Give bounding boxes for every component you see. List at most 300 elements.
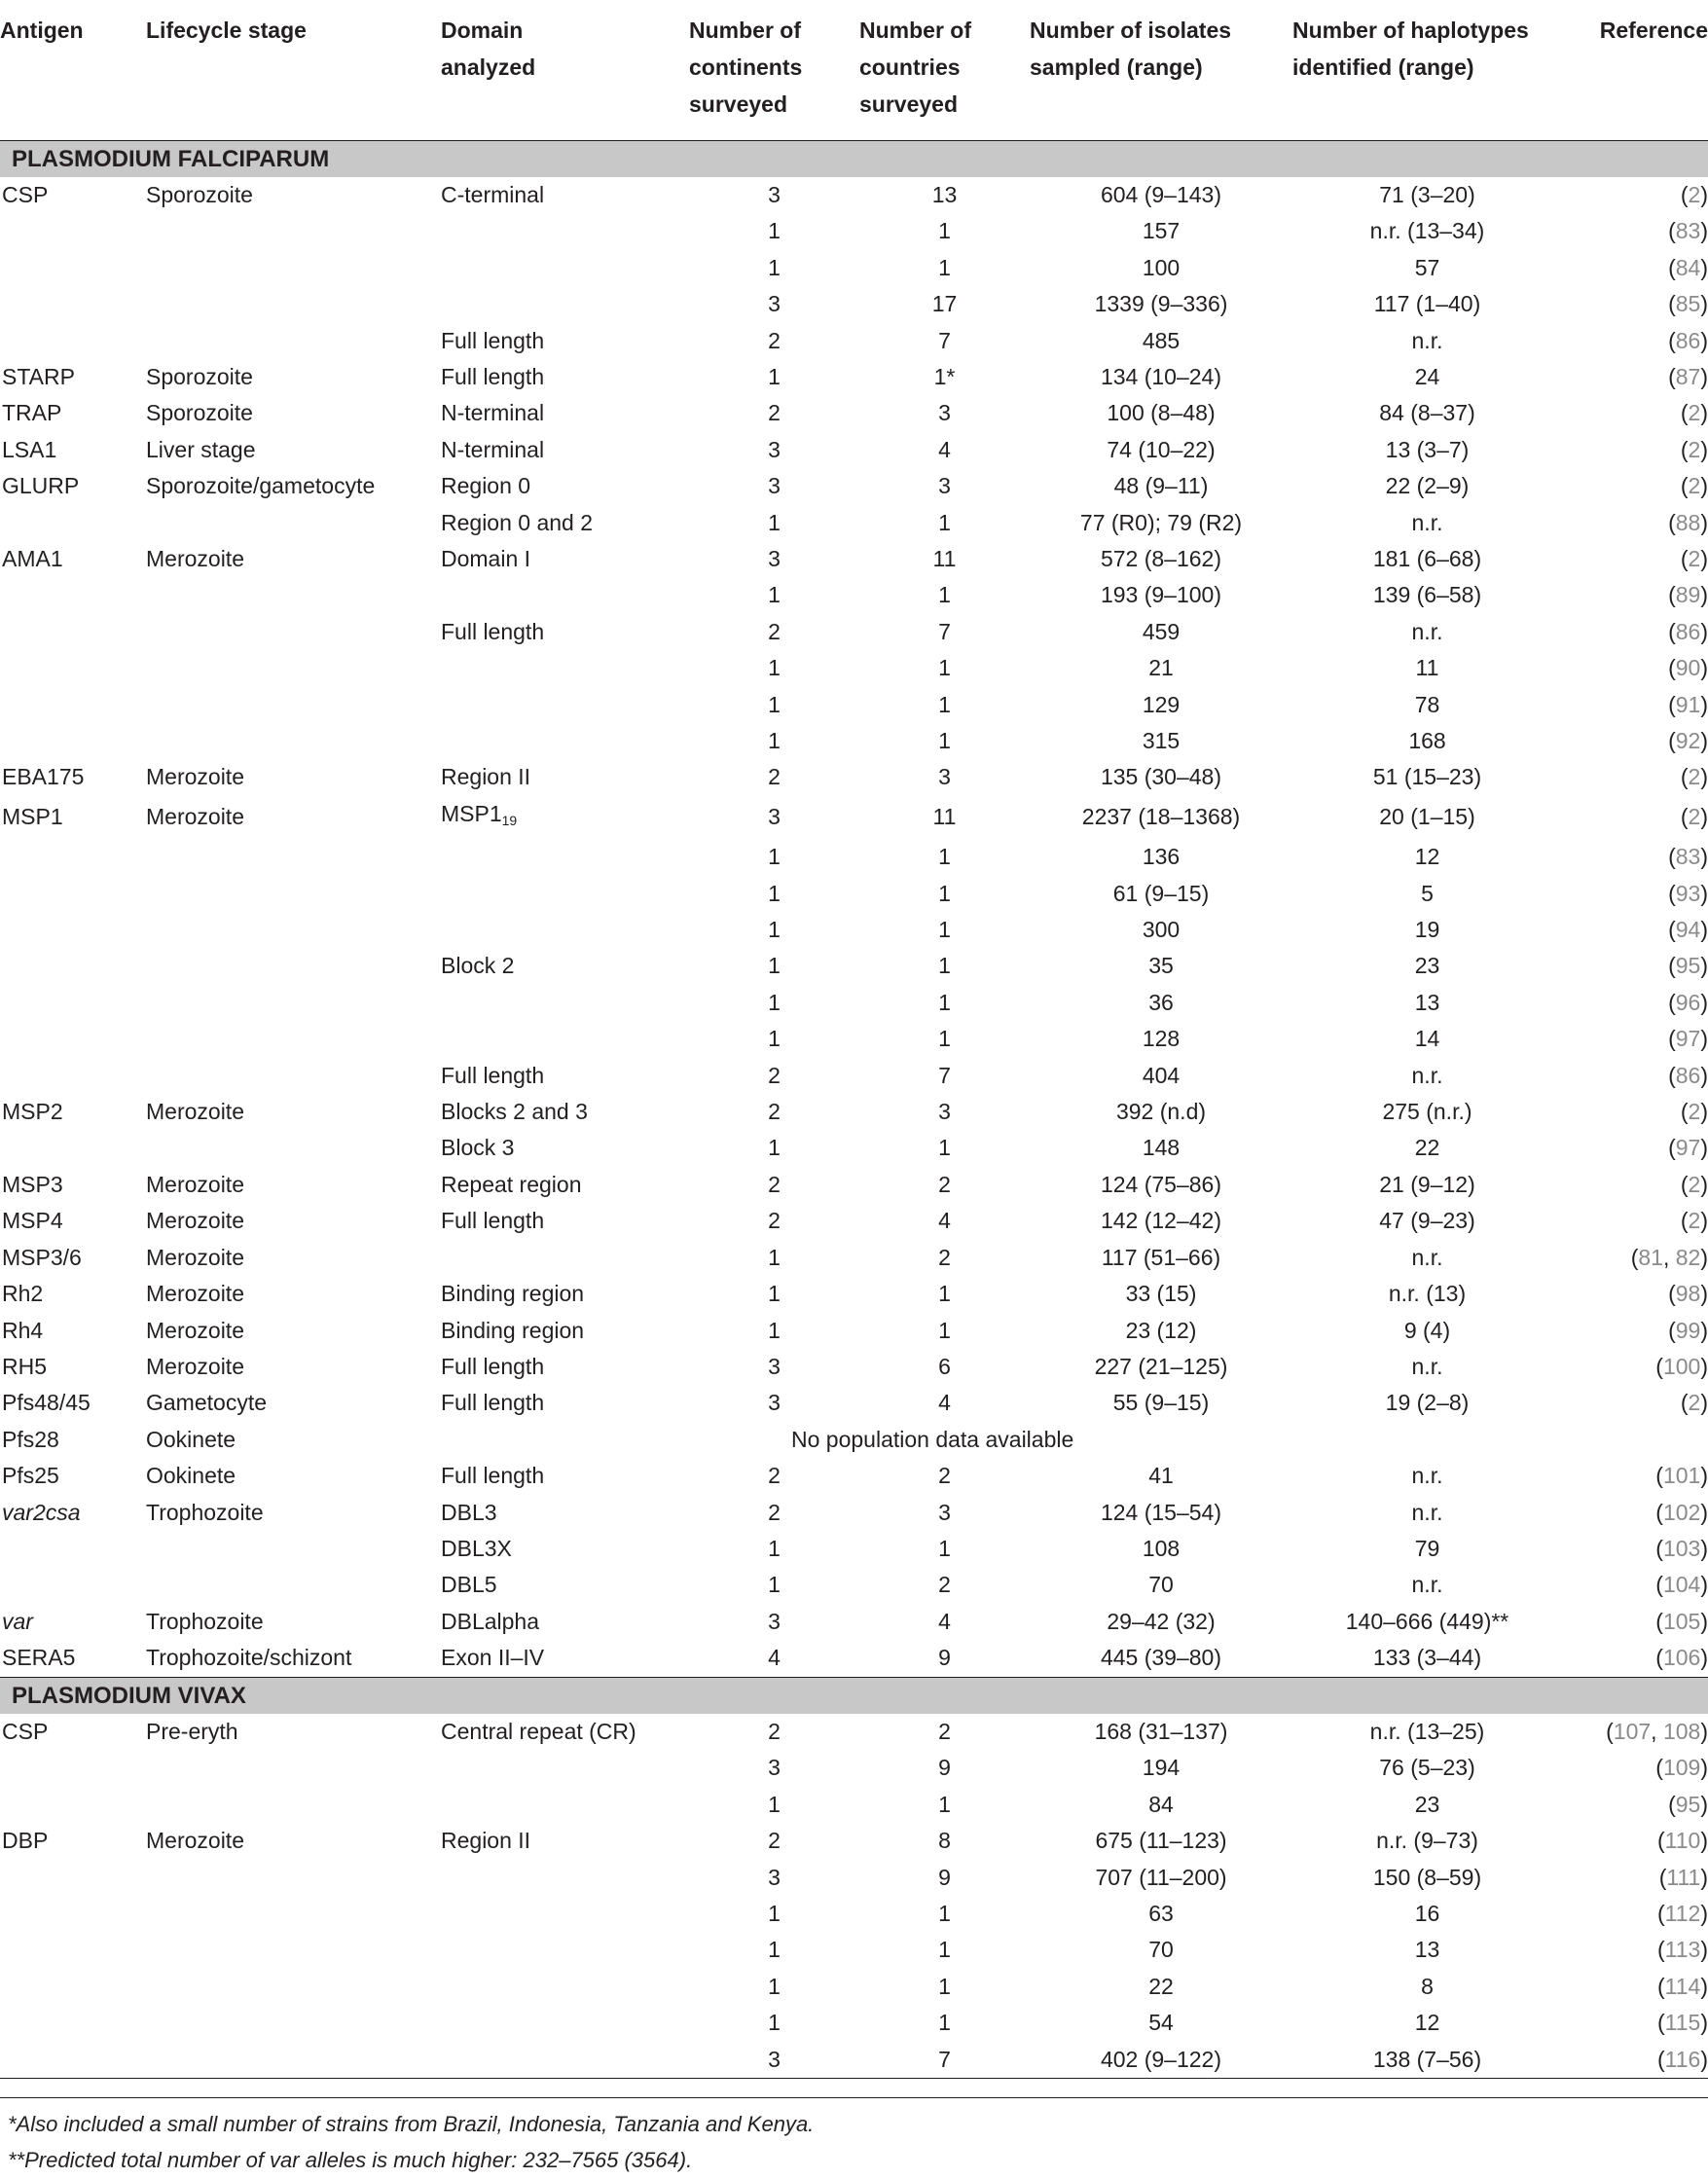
cell-countries: 9 xyxy=(938,1755,951,1781)
cell-reference xyxy=(1562,432,1708,468)
cell-reference xyxy=(1562,948,1708,984)
reference-link[interactable]: 97 xyxy=(1675,1135,1701,1161)
table-header xyxy=(0,0,1708,140)
reference-link[interactable]: 2 xyxy=(1688,764,1701,790)
table-row xyxy=(0,1094,1708,1130)
reference-link[interactable]: 2 xyxy=(1688,1208,1701,1234)
paren-open: ( xyxy=(1668,953,1676,979)
cell-isolates: 77 (R0); 79 (R2) xyxy=(1079,509,1243,535)
cell-domain: DBL5 xyxy=(441,1572,497,1598)
cell-reference xyxy=(1562,1276,1708,1312)
cell-isolates: 2237 (18–1368) xyxy=(1081,804,1241,830)
cell-continents: 1 xyxy=(768,953,781,979)
paren-open: ( xyxy=(1655,1572,1663,1598)
cell-countries: 2 xyxy=(938,1171,951,1197)
cell-continents: 1 xyxy=(768,218,781,244)
header-line: Number of haplotypes xyxy=(1292,18,1529,43)
reference-link[interactable]: 2 xyxy=(1688,1390,1701,1416)
cell-isolates: 392 (n.d) xyxy=(1115,1099,1207,1125)
paren-close: ) xyxy=(1700,1572,1708,1598)
cell-lifecycle-stage: Merozoite xyxy=(146,1171,244,1197)
table-row xyxy=(0,359,1708,395)
cell-countries: 4 xyxy=(938,1390,951,1416)
section-title: PLASMODIUM FALCIPARUM xyxy=(0,140,1708,177)
cell-haplotypes: 79 xyxy=(1414,1535,1440,1561)
cell-continents: 1 xyxy=(768,1026,781,1052)
cell-continents: 3 xyxy=(768,2046,781,2072)
paren-open: ( xyxy=(1668,1135,1676,1161)
reference-link[interactable]: 105 xyxy=(1662,1608,1701,1634)
table-row xyxy=(0,541,1708,577)
paren-open: ( xyxy=(1655,1499,1663,1525)
cell-lifecycle-stage xyxy=(146,839,441,875)
reference-link[interactable]: 90 xyxy=(1675,655,1701,681)
cell-antigen xyxy=(0,1021,146,1057)
header-line: Number of xyxy=(859,18,971,43)
cell-countries: 11 xyxy=(932,804,957,830)
cell-domain: Domain I xyxy=(441,545,531,571)
paren-open: ( xyxy=(1680,764,1689,790)
cell-haplotypes: n.r. xyxy=(1411,1463,1443,1489)
cell-countries: 1 xyxy=(938,880,951,906)
cell-haplotypes: n.r. (13–34) xyxy=(1369,218,1485,244)
cell-lifecycle-stage xyxy=(146,505,441,541)
table-row xyxy=(0,614,1708,650)
cell-isolates: 23 (12) xyxy=(1125,1317,1197,1343)
cell-domain xyxy=(441,687,689,723)
cell-lifecycle-stage xyxy=(146,213,441,249)
header-domain-analyzed xyxy=(441,0,689,140)
cell-isolates: 54 xyxy=(1148,2010,1174,2036)
reference-link[interactable]: 95 xyxy=(1675,953,1701,979)
reference-link[interactable]: 83 xyxy=(1675,218,1701,244)
cell-lifecycle-stage: Merozoite xyxy=(146,1099,244,1125)
paren-open: ( xyxy=(1680,1099,1689,1125)
table-row xyxy=(0,1750,1708,1786)
header-haplotypes xyxy=(1292,0,1562,140)
cell-countries: 1 xyxy=(938,582,951,608)
cell-lifecycle-stage xyxy=(146,1750,441,1786)
reference-link[interactable]: 86 xyxy=(1675,327,1701,353)
paren-close: ) xyxy=(1700,254,1708,280)
cell-lifecycle-stage xyxy=(146,2005,441,2041)
cell-reference xyxy=(1562,250,1708,286)
cell-isolates: 459 xyxy=(1142,618,1181,644)
paren-open: ( xyxy=(1655,1463,1663,1489)
table-row xyxy=(0,1823,1708,1859)
paren-open: ( xyxy=(1668,691,1676,717)
cell-domain xyxy=(441,1969,689,2005)
paren-open: ( xyxy=(1668,989,1676,1015)
cell-countries: 1 xyxy=(938,218,951,244)
reference-link[interactable]: 100 xyxy=(1662,1353,1701,1379)
cell-antigen xyxy=(0,650,146,686)
cell-lifecycle-stage xyxy=(146,614,441,650)
cell-antigen xyxy=(0,839,146,875)
cell-continents: 2 xyxy=(768,618,781,644)
cell-countries: 1 xyxy=(938,2010,951,2036)
cell-lifecycle-stage: Merozoite xyxy=(146,545,244,571)
paren-close: ) xyxy=(1700,436,1708,462)
cell-domain xyxy=(441,1750,689,1786)
cell-domain: Blocks 2 and 3 xyxy=(441,1099,588,1125)
cell-lifecycle-stage xyxy=(146,1567,441,1603)
cell-domain: Full length xyxy=(441,1062,545,1088)
table-row xyxy=(0,1567,1708,1603)
cell-isolates: 315 xyxy=(1142,728,1181,753)
cell-continents: 2 xyxy=(768,1718,781,1744)
reference-link[interactable]: 109 xyxy=(1662,1755,1701,1781)
cell-lifecycle-stage: Sporozoite/gametocyte xyxy=(146,473,376,499)
paren-open: ( xyxy=(1658,1864,1667,1890)
cell-haplotypes: 19 xyxy=(1414,917,1440,943)
cell-domain: Exon II–IV xyxy=(441,1645,545,1671)
cell-domain xyxy=(441,1787,689,1823)
paren-close: ) xyxy=(1700,218,1708,244)
header-line: analyzed xyxy=(441,54,536,80)
cell-reference xyxy=(1562,985,1708,1021)
cell-continents: 1 xyxy=(768,509,781,535)
footer-rule xyxy=(0,2097,1708,2098)
cell-isolates: 29–42 (32) xyxy=(1107,1608,1216,1634)
cell-continents: 1 xyxy=(768,1244,781,1270)
reference-link[interactable]: 114 xyxy=(1664,1973,1701,1999)
cell-isolates: 48 (9–11) xyxy=(1113,473,1209,499)
cell-antigen xyxy=(0,213,146,249)
cell-haplotypes: 139 (6–58) xyxy=(1372,582,1482,608)
cell-haplotypes: 13 (3–7) xyxy=(1385,436,1470,462)
cell-lifecycle-stage: Sporozoite xyxy=(146,363,253,389)
paren-open: ( xyxy=(1668,618,1676,644)
reference-link[interactable]: 2 xyxy=(1688,181,1701,207)
reference-link[interactable]: 83 xyxy=(1675,844,1701,870)
cell-continents: 2 xyxy=(768,1099,781,1125)
cell-countries: 7 xyxy=(938,1062,951,1088)
cell-continents: 3 xyxy=(768,1390,781,1416)
cell-lifecycle-stage: Merozoite xyxy=(146,1353,244,1379)
paren-open: ( xyxy=(1655,1608,1663,1634)
cell-isolates: 129 xyxy=(1142,691,1181,717)
paren-open: ( xyxy=(1655,1353,1663,1379)
cell-continents: 1 xyxy=(768,655,781,681)
header-line: Number of xyxy=(689,18,801,43)
reference-link[interactable]: 94 xyxy=(1675,917,1701,943)
cell-haplotypes: 150 (8–59) xyxy=(1372,1864,1482,1890)
cell-isolates: 63 xyxy=(1148,1901,1174,1926)
paren-close: ) xyxy=(1700,764,1708,790)
cell-haplotypes: 138 (7–56) xyxy=(1372,2046,1482,2072)
reference-link[interactable]: 2 xyxy=(1688,545,1701,571)
cell-antigen xyxy=(0,1058,146,1094)
cell-isolates: 128 xyxy=(1142,1026,1181,1052)
cell-domain xyxy=(441,2005,689,2041)
cell-reference xyxy=(1562,1349,1708,1385)
reference-link[interactable]: 95 xyxy=(1675,1791,1701,1817)
cell-reference xyxy=(1562,1495,1708,1531)
reference-link[interactable]: 86 xyxy=(1675,1062,1701,1088)
table-row xyxy=(0,1167,1708,1203)
cell-domain: Full length xyxy=(441,1390,545,1416)
cell-domain: Central repeat (CR) xyxy=(441,1718,636,1744)
cell-domain xyxy=(441,577,689,613)
paren-close: ) xyxy=(1700,691,1708,717)
cell-countries: 3 xyxy=(938,764,951,790)
paren-open: ( xyxy=(1680,804,1689,830)
cell-haplotypes: 57 xyxy=(1414,254,1440,280)
reference-link[interactable]: 2 xyxy=(1688,1099,1701,1125)
paren-close: ) xyxy=(1700,1062,1708,1088)
cell-countries: 4 xyxy=(938,436,951,462)
paren-open: ( xyxy=(1668,728,1676,753)
paren-close: ) xyxy=(1700,1499,1708,1525)
cell-haplotypes: 8 xyxy=(1421,1973,1434,1999)
paren-close: ) xyxy=(1700,545,1708,571)
paren-open: ( xyxy=(1655,1645,1663,1671)
cell-antigen: RH5 xyxy=(2,1353,48,1379)
paren-open: ( xyxy=(1680,1208,1689,1234)
cell-countries: 1 xyxy=(938,1937,951,1963)
reference-link[interactable]: 106 xyxy=(1662,1645,1701,1671)
reference-link[interactable]: 112 xyxy=(1664,1901,1701,1926)
cell-continents: 1 xyxy=(768,880,781,906)
cell-lifecycle-stage xyxy=(146,912,441,948)
reference-link[interactable]: 86 xyxy=(1675,618,1701,644)
cell-domain: C-terminal xyxy=(441,181,545,207)
reference-link[interactable]: 115 xyxy=(1664,2010,1701,2036)
header-antigen xyxy=(0,0,146,140)
reference-link[interactable]: 2 xyxy=(1688,436,1701,462)
cell-antigen: AMA1 xyxy=(2,545,63,571)
reference-link[interactable]: 87 xyxy=(1675,363,1701,389)
reference-link[interactable]: 91 xyxy=(1675,691,1701,717)
reference-link[interactable]: 102 xyxy=(1662,1499,1701,1525)
cell-antigen xyxy=(0,1860,146,1896)
cell-domain xyxy=(441,723,689,759)
cell-reference xyxy=(1562,1823,1708,1859)
reference-link[interactable]: 2 xyxy=(1688,473,1701,499)
cell-countries: 1 xyxy=(938,1791,951,1817)
paren-open: ( xyxy=(1668,1281,1676,1307)
cell-antigen xyxy=(0,1787,146,1823)
cell-isolates: 572 (8–162) xyxy=(1100,545,1222,571)
reference-link[interactable]: 92 xyxy=(1675,728,1701,753)
reference-link[interactable]: 81 xyxy=(1638,1244,1663,1270)
cell-isolates: 100 xyxy=(1142,254,1181,280)
reference-link[interactable]: 2 xyxy=(1688,1171,1701,1197)
cell-antigen xyxy=(0,577,146,613)
reference-link[interactable]: 84 xyxy=(1675,254,1701,280)
ref-separator: , xyxy=(1651,1718,1663,1744)
reference-link[interactable]: 101 xyxy=(1662,1463,1701,1489)
cell-continents: 1 xyxy=(768,1572,781,1598)
reference-link[interactable]: 99 xyxy=(1675,1317,1701,1343)
cell-isolates: 157 xyxy=(1142,218,1181,244)
reference-link[interactable]: 108 xyxy=(1662,1718,1701,1744)
cell-haplotypes: 5 xyxy=(1421,880,1434,906)
paren-close: ) xyxy=(1700,363,1708,389)
cell-lifecycle-stage: Merozoite xyxy=(146,1244,244,1270)
table-row xyxy=(0,1714,1708,1750)
cell-countries: 7 xyxy=(938,2046,951,2072)
paren-close: ) xyxy=(1700,1828,1708,1854)
header-line: countries xyxy=(859,54,961,80)
cell-isolates: 227 (21–125) xyxy=(1094,1353,1228,1379)
paren-close: ) xyxy=(1700,2046,1708,2072)
cell-isolates: 1339 (9–336) xyxy=(1094,291,1228,317)
reference-link[interactable]: 107 xyxy=(1613,1718,1652,1744)
cell-continents: 2 xyxy=(768,1828,781,1854)
table-row xyxy=(0,876,1708,912)
paren-open: ( xyxy=(1668,1791,1676,1817)
table-body xyxy=(0,140,1708,2079)
paren-open: ( xyxy=(1668,655,1676,681)
cell-reference xyxy=(1562,468,1708,504)
table-row xyxy=(0,839,1708,875)
reference-link[interactable]: 93 xyxy=(1675,880,1701,906)
cell-isolates: 193 (9–100) xyxy=(1100,582,1222,608)
reference-link[interactable]: 104 xyxy=(1662,1572,1701,1598)
cell-continents: 2 xyxy=(768,1171,781,1197)
paren-close: ) xyxy=(1700,181,1708,207)
header-line: sampled (range) xyxy=(1030,54,1203,80)
cell-isolates: 70 xyxy=(1148,1572,1174,1598)
domain-subscript: 19 xyxy=(501,812,518,828)
paren-open: ( xyxy=(1668,1026,1676,1052)
cell-isolates: 117 (51–66) xyxy=(1101,1244,1221,1270)
cell-antigen xyxy=(0,687,146,723)
paren-close: ) xyxy=(1700,1535,1708,1561)
cell-antigen xyxy=(0,1750,146,1786)
paren-open: ( xyxy=(1668,363,1676,389)
cell-isolates: 124 (75–86) xyxy=(1100,1171,1222,1197)
cell-domain xyxy=(441,213,689,249)
reference-link[interactable]: 82 xyxy=(1675,1244,1701,1270)
reference-link[interactable]: 97 xyxy=(1675,1026,1701,1052)
paren-close: ) xyxy=(1700,880,1708,906)
cell-isolates: 300 xyxy=(1142,917,1181,943)
cell-countries: 1 xyxy=(938,917,951,943)
cell-domain xyxy=(441,1932,689,1968)
cell-antigen xyxy=(0,876,146,912)
cell-lifecycle-stage: Merozoite xyxy=(146,764,244,790)
cell-domain xyxy=(441,2042,689,2079)
cell-countries: 1 xyxy=(938,1973,951,1999)
table-row xyxy=(0,796,1708,839)
table-row xyxy=(0,1058,1708,1094)
cell-antigen xyxy=(0,2042,146,2079)
cell-continents: 3 xyxy=(768,291,781,317)
paren-open: ( xyxy=(1630,1244,1639,1270)
paren-close: ) xyxy=(1700,728,1708,753)
reference-link[interactable]: 116 xyxy=(1664,2046,1701,2072)
paren-close: ) xyxy=(1700,1645,1708,1671)
paren-close: ) xyxy=(1700,582,1708,608)
paren-close: ) xyxy=(1700,989,1708,1015)
paren-open: ( xyxy=(1680,436,1689,462)
cell-countries: 13 xyxy=(931,181,958,207)
cell-continents: 2 xyxy=(768,400,781,426)
cell-isolates: 404 xyxy=(1142,1062,1181,1088)
cell-domain: Block 2 xyxy=(441,953,515,979)
cell-haplotypes: 22 (2–9) xyxy=(1385,473,1470,499)
cell-antigen xyxy=(0,323,146,359)
cell-isolates: 36 xyxy=(1148,989,1174,1015)
cell-domain: Full length xyxy=(441,1208,545,1234)
cell-antigen xyxy=(0,250,146,286)
cell-isolates: 136 xyxy=(1142,844,1181,870)
reference-link[interactable]: 98 xyxy=(1675,1281,1701,1307)
cell-lifecycle-stage: Merozoite xyxy=(146,1317,244,1343)
paren-open: ( xyxy=(1656,1828,1665,1854)
cell-reference xyxy=(1562,213,1708,249)
cell-isolates: 604 (9–143) xyxy=(1100,181,1222,207)
cell-antigen: MSP2 xyxy=(2,1099,63,1125)
cell-antigen: var xyxy=(2,1608,33,1634)
reference-link[interactable]: 88 xyxy=(1675,509,1701,535)
table-row xyxy=(0,1385,1708,1421)
section-title: PLASMODIUM VIVAX xyxy=(0,1677,1708,1714)
cell-reference xyxy=(1562,1458,1708,1494)
cell-domain xyxy=(441,1240,689,1276)
reference-link[interactable]: 89 xyxy=(1675,582,1701,608)
cell-continents: 1 xyxy=(768,728,781,753)
cell-haplotypes: 22 xyxy=(1414,1135,1440,1161)
reference-link[interactable]: 2 xyxy=(1688,804,1701,830)
cell-countries: 2 xyxy=(938,1572,951,1598)
cell-continents: 2 xyxy=(768,1208,781,1234)
cell-reference xyxy=(1562,876,1708,912)
table-row xyxy=(0,985,1708,1021)
reference-link[interactable]: 110 xyxy=(1664,1828,1701,1854)
cell-countries: 1 xyxy=(938,254,951,280)
cell-antigen: Pfs48/45 xyxy=(2,1390,91,1416)
cell-haplotypes: 21 (9–12) xyxy=(1379,1171,1475,1197)
header-continents xyxy=(689,0,859,140)
cell-reference xyxy=(1562,796,1708,839)
table-row xyxy=(0,1276,1708,1312)
cell-antigen: Pfs28 xyxy=(2,1426,59,1452)
table-row xyxy=(0,1787,1708,1823)
cell-domain: Binding region xyxy=(441,1281,585,1307)
table-row xyxy=(0,1458,1708,1494)
cell-antigen xyxy=(0,286,146,322)
cell-haplotypes: 84 (8–37) xyxy=(1379,400,1475,426)
paren-close: ) xyxy=(1700,1353,1708,1379)
cell-reference xyxy=(1562,286,1708,322)
reference-link[interactable]: 2 xyxy=(1688,400,1701,426)
paren-close: ) xyxy=(1700,1026,1708,1052)
cell-domain xyxy=(441,250,689,286)
reference-link[interactable]: 96 xyxy=(1675,989,1701,1015)
paren-open: ( xyxy=(1680,473,1689,499)
cell-countries: 1 xyxy=(938,989,951,1015)
cell-haplotypes: 140–666 (449)** xyxy=(1345,1608,1509,1634)
cell-domain xyxy=(441,912,689,948)
paren-close: ) xyxy=(1700,1171,1708,1197)
cell-isolates: 55 (9–15) xyxy=(1112,1390,1210,1416)
reference-link[interactable]: 103 xyxy=(1662,1535,1701,1561)
footnote-1: *Also included a small number of strains from Brazil, Indonesia, Tanzania and Kenya. xyxy=(8,2112,815,2136)
reference-link[interactable]: 113 xyxy=(1664,1937,1701,1963)
cell-lifecycle-stage: Merozoite xyxy=(146,1828,244,1854)
reference-link[interactable]: 85 xyxy=(1675,291,1701,317)
cell-reference xyxy=(1562,577,1708,613)
cell-reference xyxy=(1562,687,1708,723)
paren-close: ) xyxy=(1700,1135,1708,1161)
cell-domain: N-terminal xyxy=(441,400,545,426)
paren-close: ) xyxy=(1700,1864,1708,1890)
reference-link[interactable]: 111 xyxy=(1666,1864,1701,1890)
